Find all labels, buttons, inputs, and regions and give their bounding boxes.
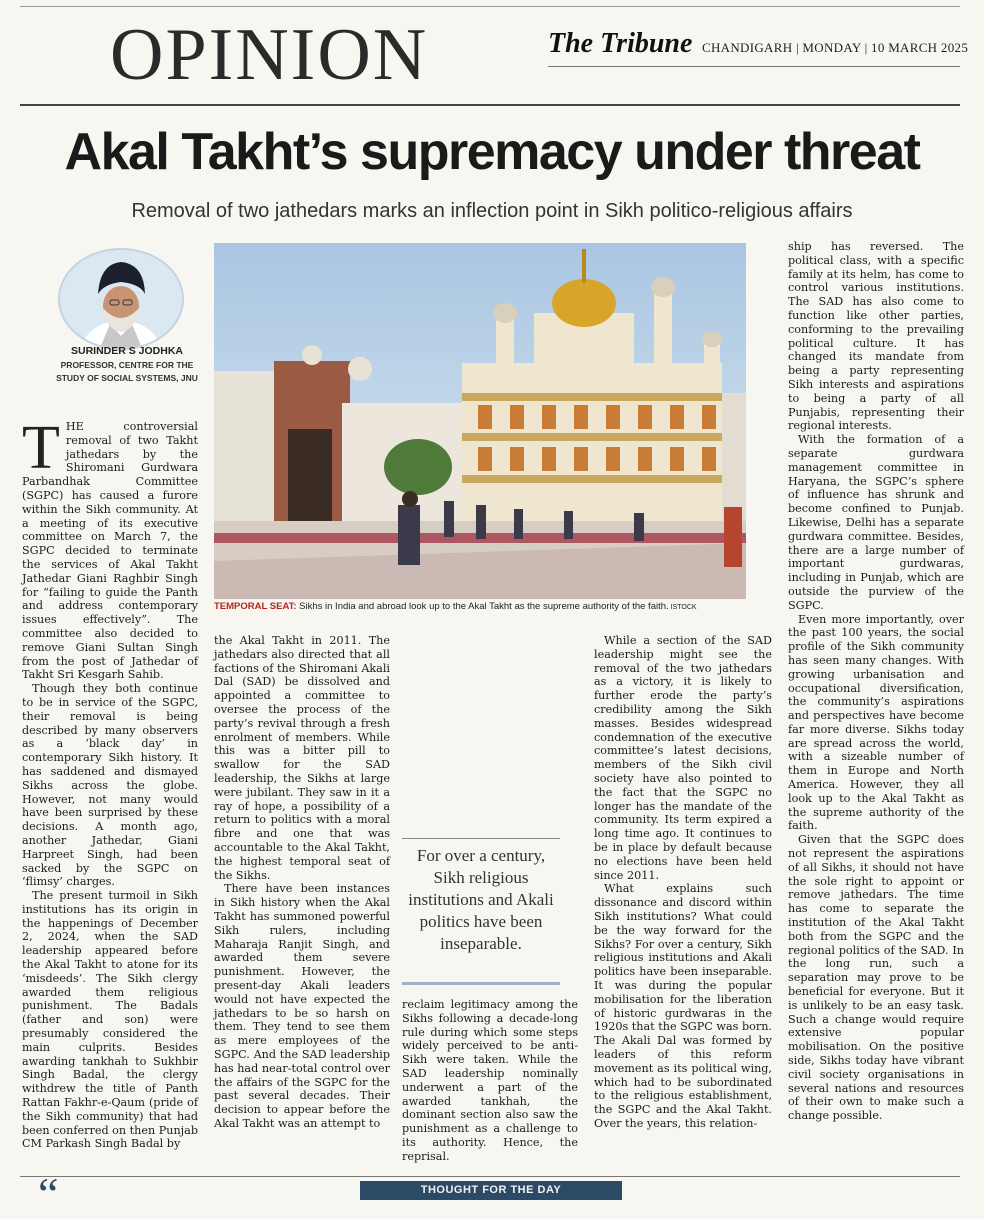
caption-credit: ISTOCK (668, 604, 697, 611)
paragraph: Even more importantly, over the past 100 years, the social profile of the Sikh community has seen many changes. With growing urbanisation and occupational diversification, the community’s aspirations and perspectives have become far more diverse. Sikhs today are spread across the world, with a sizeable number of them in Europe and North America. However, they all look up to the Akal Takht as the supreme authority of the faith. (788, 612, 964, 833)
section-rule (20, 104, 960, 106)
paragraph: Though they both continue to be in service of the SGPC, their removal is being described by many observers as a ‘black day’ in contemporary Sikh history. It has saddened and dismayed Sikhs across the globe. However, not many would have been surprised by these decisions. A month ago, another Jathedar, Giani Harpreet Singh, had been sacked by the SGPC on ‘flimsy’ charges. (22, 682, 198, 889)
footer-rule (20, 1176, 960, 1177)
section-label: OPINION (110, 14, 429, 96)
byline (52, 345, 202, 385)
column-1 (22, 414, 198, 1151)
thought-for-the-day-banner: THOUGHT FOR THE DAY (360, 1181, 622, 1200)
newspaper-name: The Tribune (548, 28, 693, 59)
paragraph: There have been instances in Sikh history when the Akal Takht has summoned powerful Sikh rulers, including Maharaja Ranjit Singh, and awarded them severe punishment. However, the present-day Akali leaders would not have expected the jathedars to be so harsh on them. They tend to see them as mere employees of the SGPC. And the SAD leadership has had near-total control over the affairs of the SGPC for the past several decades. Their decision to appear before the Akal Takht was an attempt to (214, 882, 390, 1130)
dateline-day: MONDAY (802, 40, 862, 55)
paragraph: reclaim legitimacy among the Sikhs following a decade-long rule during which some steps widely perceived to be anti-Sikh were taken. While the SAD leadership nominally underwent a part of the awarded tankhah, the dominant section also saw the punishment as a challenge to its authority. Hence, the reprisal. (402, 998, 578, 1163)
paragraph: What explains such dissonance and discord within Sikh institutions? What could be the way forward for the Sikhs? For over a century, Sikh religious institutions and Akali politics have been inseparable. It was during the popular mobilisation for the liberation of historic gurdwaras in the 1920s that the SGPC was born. The Akali Dal was formed by leaders of this reform movement as its political wing, which had to be subordinated to the religious establishment, the SGPC and the Akal Takht. Over the years, this relation- (594, 882, 772, 1130)
paragraph: Given that the SGPC does not represent the aspirations of all Sikhs, it should not have the sole right to appoint or remove jathedars. The time has come to separate the institution of the Akal Takht both from the SGPC and the regional politics of the SAD. In the long run, such a separation may prove to be beneficial for everyone. But it is unlikely to be an easy task. Such a change would require extensive popular mobilisation. On the positive side, Sikhs today have vibrant civil society organisations in several nations and resources of their own to make such a change possible. (788, 833, 964, 1123)
dateline-date: 10 MARCH 2025 (871, 40, 969, 55)
paragraph: While a section of the SAD leadership might see the removal of the two jathedars as a victory, it is likely to further erode the party’s credibility among the Sikh masses. Besides widespread condemnation of the executive committee’s latest decisions, members of the Sikh civil society have also pointed to the fact that the SGPC no longer has the mandate of the community. Its term expired a long time ago. It continues to be in place by default because no elections have been held since 2011. (594, 634, 772, 882)
pull-quote: For over a century, Sikh religious institutions and Akali politics have been inseparable. (408, 846, 554, 953)
quote-mark-icon: “ (38, 1168, 59, 1219)
masthead-top-rule (20, 6, 960, 7)
paragraph: With the formation of a separate gurdwara management committee in Haryana, the SGPC’s sphere of influence has shrunk and become confined to Punjab. Likewise, Delhi has a separate gurdwara committee. Besides, there are a large number of important gurdwaras, including in Punjab, which are outside the purview of the SGPC. (788, 433, 964, 612)
paragraph: the Akal Takht in 2011. The jathedars also directed that all factions of the Shiromani Akali Dal (SAD) be dissolved and appointed a committee to oversee the process of the party’s revival through a fresh enrolment of members. While this was a bitter pill to swallow for the SAD leadership, the Sikhs at large were jubilant. They saw in it a ray of hope, a possibility of a return to politics with a moral fibre and one that was accountable to the Akal Takht, the highest temporal seat of the Sikhs. (214, 634, 390, 882)
column-4 (594, 634, 772, 1131)
column-2 (214, 634, 390, 1131)
paragraph: THE controversial removal of two Takht jathedars by the Shiromani Gurdwara Parbandhak Committee (SGPC) has caused a furore within the Sikh community. At a meeting of its executive committee on March 7, the SGPC decided to terminate the services of Akal Takht Jathedar Giani Raghbir Singh for “failing to guide the Panth and address contemporary issues effectively”. The committee also decided to remove Giani Sultan Singh from the post of Jathedar of Takht Sri Kesgarh Sahib. (22, 414, 198, 682)
headline: Akal Takht’s supremacy under threat (64, 123, 920, 181)
author-name: SURINDER S JODHKA (70, 345, 183, 357)
column-5 (788, 240, 964, 1123)
dateline: CHANDIGARH | MONDAY | 10 MARCH 2025 (702, 40, 969, 55)
paragraph: The present turmoil in Sikh institutions has its origin in the happenings of December 2, 2024, when the SAD leadership appeared before the Akal Takht to atone for its ‘misdeeds’. The Sikh clergy awarded them religious punishment. The Badals (father and son) were presumably considered the main culprits. Besides awarding tankhah to Sukhbir Singh Badal, the clergy withdrew the title of Panth Rattan Fakhr-e-Qaum (pride of the Sikh community) that had been conferred on then Punjab CM Parkash Singh Badal by (22, 889, 198, 1151)
pull-quote-rule-top (402, 838, 560, 839)
pull-quote-rule-bottom (402, 982, 560, 985)
caption-label: TEMPORAL SEAT: (214, 601, 297, 612)
deck: Removal of two jathedars marks an inflection point in Sikh politico-religious affairs (131, 200, 853, 222)
caption-text: Sikhs in India and abroad look up to the Akal Takht as the supreme authority of the faith. (296, 601, 669, 612)
photo-caption (214, 601, 746, 612)
masthead-rule (548, 66, 960, 67)
akal-takht-photo (214, 243, 746, 599)
author-portrait (58, 248, 184, 350)
author-title: PROFESSOR, CENTRE FOR THE STUDY OF SOCIAL SYSTEMS, JNU (56, 360, 198, 383)
dateline-city: CHANDIGARH (702, 40, 793, 55)
column-3 (402, 998, 578, 1164)
dropcap: T (22, 414, 60, 482)
paragraph: ship has reversed. The political class, with a specific family at its helm, has come to control various institutions. The SAD has also come to function like other parties, conforming to the prevailing political culture. It has changed its mandate from being a party representing Sikh interests and aspirations to being a party of all Punjabis, representing their regional interests. (788, 240, 964, 433)
